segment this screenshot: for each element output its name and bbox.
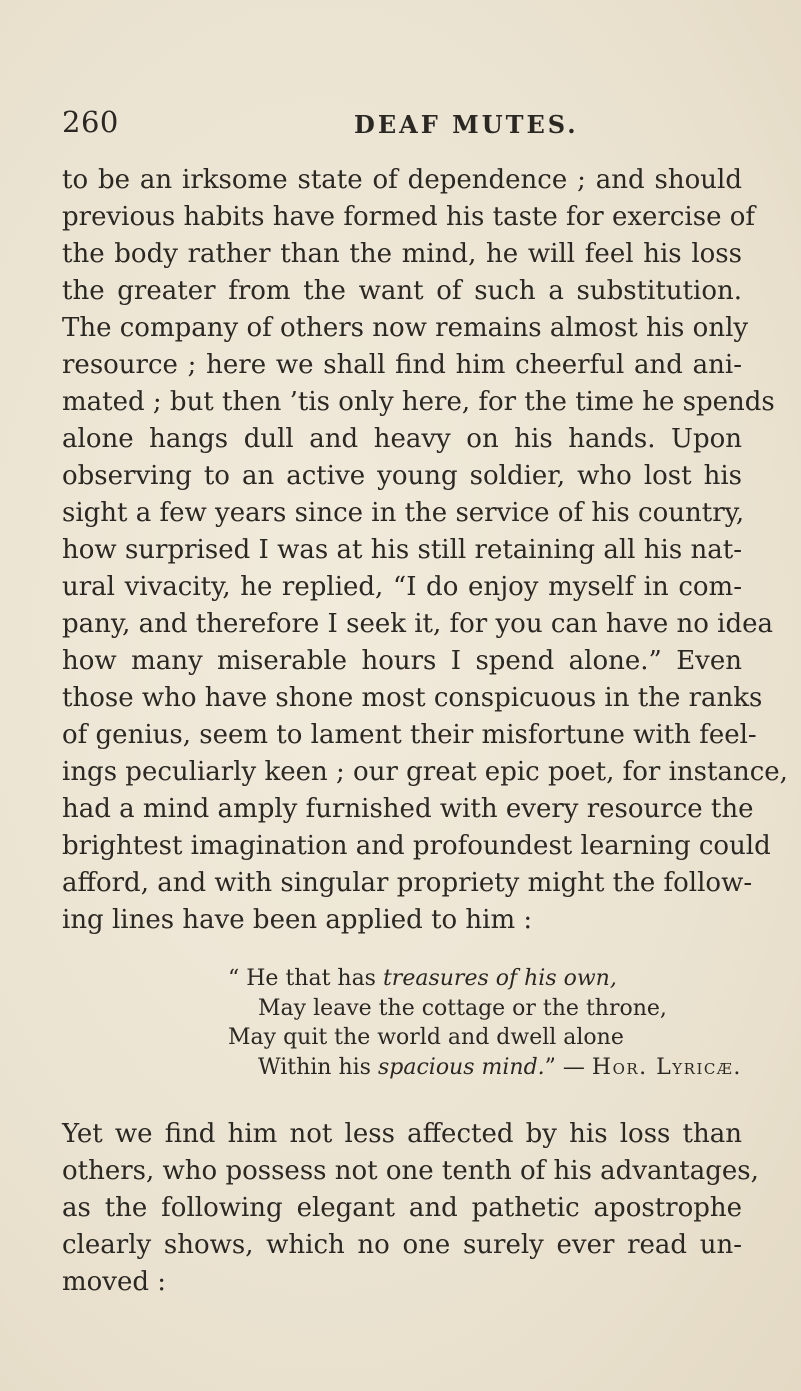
text-line: the greater from the want of such a substitution.: [62, 276, 742, 306]
verse-line-1: [228, 964, 617, 994]
text-line: pany, and therefore I seek it, for you can have no idea: [62, 609, 774, 639]
text-line: how many miserable hours I spend alone.” Even: [62, 646, 742, 676]
text-line: as the following elegant and pathetic apostrophe: [62, 1193, 742, 1223]
verse-italic-text: spacious mind.: [377, 1055, 545, 1080]
text-line: alone hangs dull and heavy on his hands. Upon: [62, 424, 742, 454]
verse-italic-text: treasures of his own,: [382, 966, 617, 991]
verse-text: ” —: [544, 1055, 592, 1080]
text-line: observing to an active young soldier, who lost his: [62, 461, 742, 491]
text-line: ings peculiarly keen ; our great epic poet, for instance,: [62, 757, 788, 787]
text-line: the body rather than the mind, he will feel his loss: [62, 239, 742, 269]
verse-line-2: May leave the cottage or the throne,: [258, 996, 667, 1021]
text-line: ing lines have been applied to him :: [62, 905, 533, 935]
verse-line-4: [258, 1053, 742, 1083]
text-line: others, who possess not one tenth of his advantages,: [62, 1156, 759, 1186]
text-line: ural vivacity, he replied, “I do enjoy myself in com-: [62, 572, 742, 602]
text-line: afford, and with singular propriety might the follow-: [62, 868, 753, 898]
text-line: The company of others now remains almost his only: [62, 313, 749, 343]
quotation-source: Hor. Lyricæ.: [591, 1055, 742, 1080]
text-line: previous habits have formed his taste for exercise of: [62, 202, 756, 232]
text-line: those who have shone most conspicuous in the ranks: [62, 683, 763, 713]
text-line: to be an irksome state of dependence ; and should: [62, 165, 742, 195]
text-line: brightest imagination and profoundest learning could: [62, 831, 771, 861]
verse-text: Within his: [258, 1055, 378, 1080]
page-number: 260: [62, 105, 119, 139]
text-line: how surprised I was at his still retaining all his nat-: [62, 535, 742, 565]
text-line: clearly shows, which no one surely ever read un-: [62, 1230, 742, 1260]
text-line: had a mind amply furnished with every resource the: [62, 794, 754, 824]
text-line: resource ; here we shall find him cheerful and ani-: [62, 350, 742, 380]
text-line: sight a few years since in the service of his country,: [62, 498, 745, 528]
running-head: DEAF MUTES.: [354, 110, 579, 139]
text-line: moved :: [62, 1267, 167, 1297]
text-line: mated ; but then ’tis only here, for the time he spends: [62, 387, 775, 417]
text-line: Yet we find him not less affected by his loss than: [62, 1119, 742, 1149]
verse-text: “ He that has: [228, 966, 383, 991]
verse-line-3: May quit the world and dwell alone: [228, 1025, 624, 1050]
text-line: of genius, seem to lament their misfortune with feel-: [62, 720, 757, 750]
page-header: [62, 105, 742, 145]
